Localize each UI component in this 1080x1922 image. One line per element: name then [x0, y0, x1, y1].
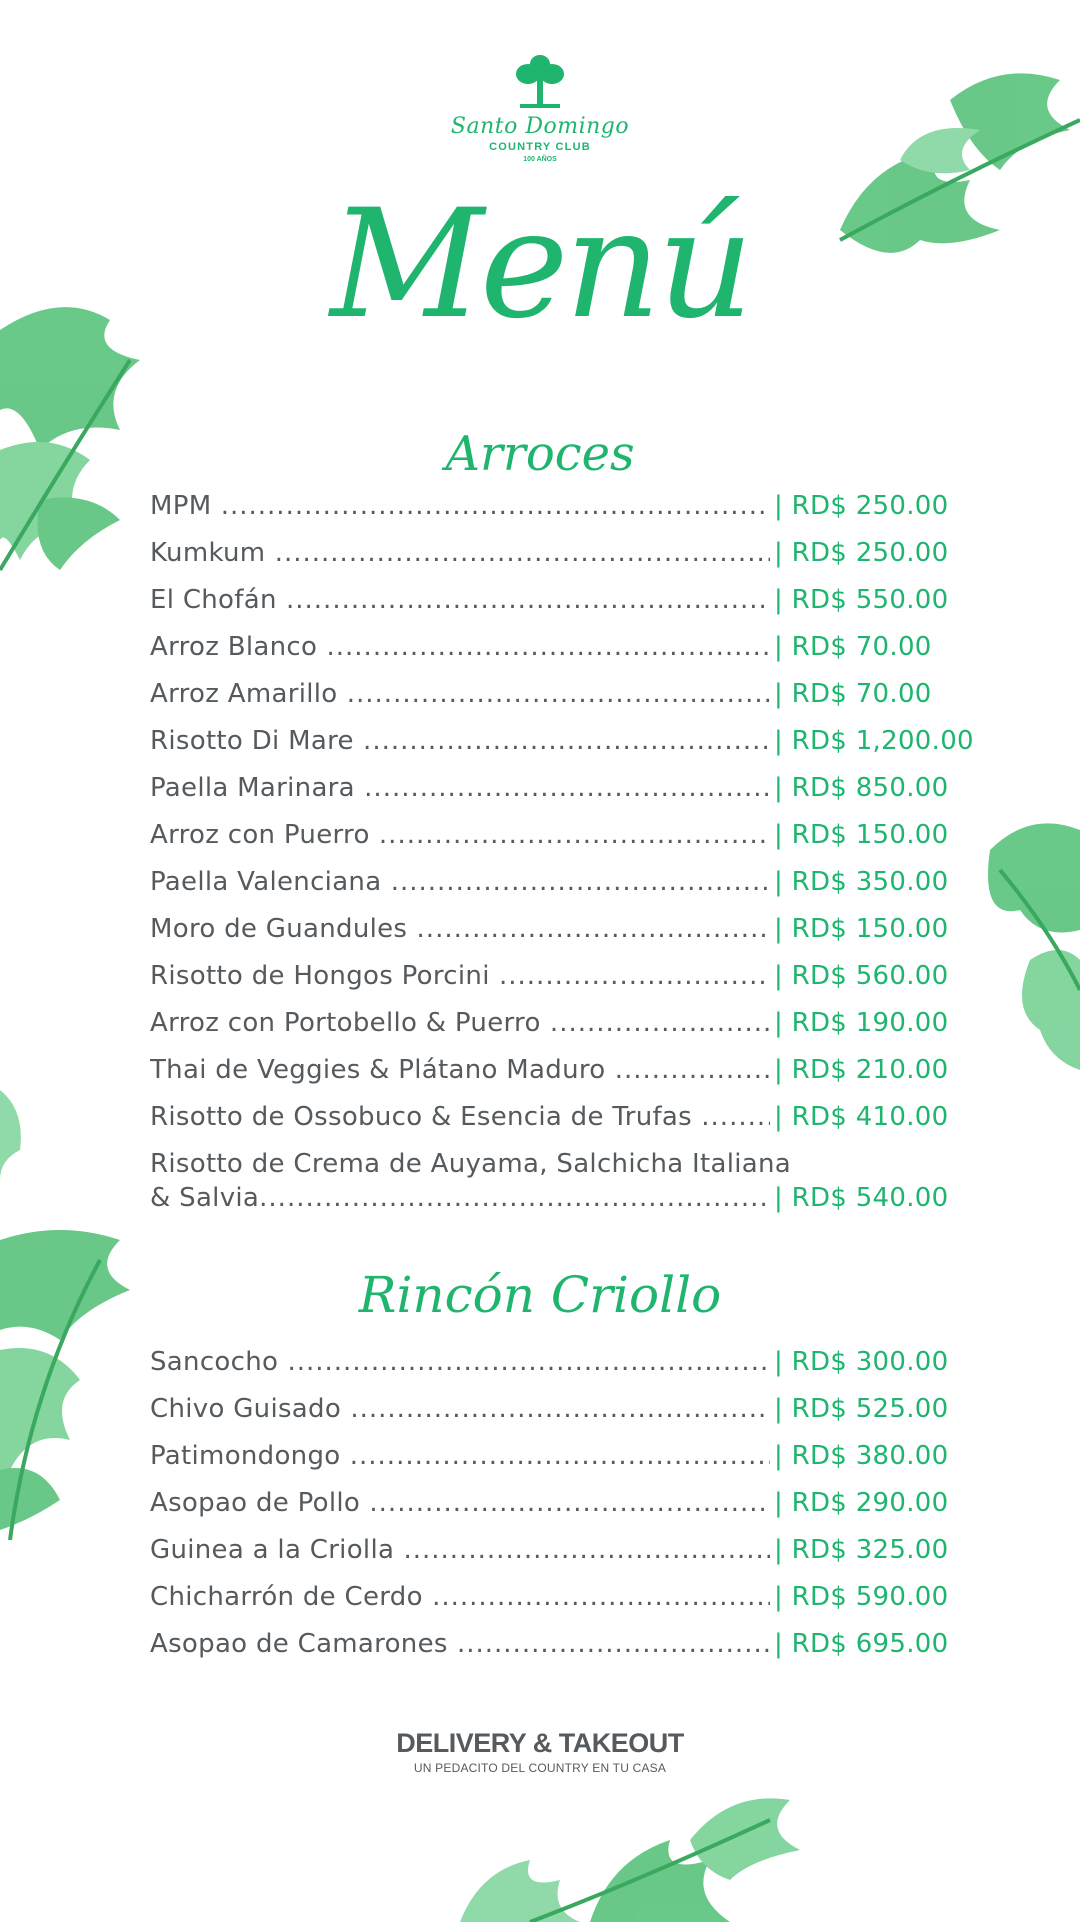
menu-item	[150, 867, 950, 914]
item-name: Arroz con Puerro .....	[150, 820, 770, 856]
item-price: | RD$ 250.00	[774, 538, 949, 568]
menu-item	[150, 961, 950, 1008]
item-name: MPM .....	[150, 491, 770, 527]
logo-club-label: COUNTRY CLUB	[489, 141, 591, 153]
item-price: | RD$ 300.00	[774, 1347, 949, 1377]
item-price: | RD$ 550.00	[774, 585, 949, 615]
item-price: | RD$ 190.00	[774, 1008, 949, 1038]
club-logo	[0, 52, 1080, 163]
menu-item	[150, 1582, 950, 1629]
item-price: | RD$ 850.00	[774, 773, 949, 803]
item-name: Paella Valenciana .....	[150, 867, 770, 903]
menu-item	[150, 1488, 950, 1535]
item-name: Thai de Veggies & Plátano Maduro .....	[150, 1055, 770, 1091]
item-price: | RD$ 525.00	[774, 1394, 949, 1424]
menu-item	[150, 1347, 950, 1394]
footer-subtitle: UN PEDACITO DEL COUNTRY EN TU CASA	[413, 1761, 667, 1775]
item-price: | RD$ 410.00	[774, 1102, 949, 1132]
menu-item	[150, 491, 950, 538]
menu-list-arroces	[150, 491, 974, 1233]
item-name: Moro de Guandules .....	[150, 914, 770, 950]
item-price: | RD$ 560.00	[774, 961, 949, 991]
item-price: | RD$ 70.00	[774, 632, 932, 662]
item-name: El Chofán .....	[150, 585, 770, 621]
leaf-bottom-decoration	[440, 1780, 820, 1922]
item-name: Risotto Di Mare .....	[150, 726, 770, 762]
item-name: Arroz Amarillo .....	[150, 679, 770, 715]
footer-title: DELIVERY & TAKEOUT	[396, 1728, 684, 1758]
item-price: | RD$ 380.00	[774, 1441, 949, 1471]
menu-item	[150, 1629, 950, 1676]
item-name-line1: Risotto de Crema de Auyama, Salchicha Italiana	[150, 1149, 792, 1179]
menu-item	[150, 1535, 950, 1582]
page-title: Menú	[330, 178, 750, 352]
menu-item	[150, 726, 974, 773]
item-name: Asopao de Camarones .....	[150, 1629, 770, 1665]
item-price: | RD$ 290.00	[774, 1488, 949, 1518]
menu-item	[150, 1102, 950, 1149]
item-price: | RD$ 210.00	[774, 1055, 949, 1085]
item-price: | RD$ 590.00	[774, 1582, 949, 1612]
leaf-right-middle-decoration	[960, 810, 1080, 1090]
menu-item	[150, 820, 950, 867]
item-price: | RD$ 695.00	[774, 1629, 949, 1659]
menu-item	[150, 679, 950, 726]
item-price: | RD$ 325.00	[774, 1535, 949, 1565]
logo-years-label: 100 AÑOS	[523, 156, 557, 163]
menu-item	[150, 1441, 950, 1488]
menu-item	[150, 538, 950, 585]
item-price: | RD$ 150.00	[774, 914, 949, 944]
item-name: Risotto de Ossobuco & Esencia de Trufas .....	[150, 1102, 770, 1138]
item-price: | RD$ 70.00	[774, 679, 932, 709]
section-title-arroces: Arroces	[445, 426, 635, 482]
menu-item	[150, 773, 950, 820]
item-name: Chivo Guisado .....	[150, 1394, 770, 1430]
item-name: Paella Marinara .....	[150, 773, 770, 809]
item-name: Risotto de Hongos Porcini .....	[150, 961, 770, 997]
menu-item	[150, 1394, 950, 1441]
section-title-rincon-criollo: Rincón Criollo	[358, 1266, 722, 1324]
item-price: | RD$ 1,200.00	[774, 726, 974, 756]
menu-item	[150, 914, 950, 961]
logo-script-name: Santo Domingo	[450, 114, 630, 139]
item-price: | RD$ 540.00	[774, 1183, 949, 1213]
tree-logo-icon	[510, 52, 570, 112]
item-price: | RD$ 250.00	[774, 491, 949, 521]
item-name: Chicharrón de Cerdo .....	[150, 1582, 770, 1618]
menu-list-rincon-criollo	[150, 1347, 950, 1676]
menu-item	[150, 632, 950, 679]
item-name: Kumkum .....	[150, 538, 770, 574]
item-name-line2: & Salvia .....	[150, 1183, 770, 1213]
menu-item	[150, 585, 950, 632]
item-price: | RD$ 350.00	[774, 867, 949, 897]
item-price: | RD$ 150.00	[774, 820, 949, 850]
menu-item	[150, 1055, 950, 1102]
item-name: Arroz Blanco .....	[150, 632, 770, 668]
item-name: Asopao de Pollo .....	[150, 1488, 770, 1524]
menu-item	[150, 1008, 950, 1055]
menu-item	[150, 1149, 950, 1233]
item-name: Guinea a la Criolla .....	[150, 1535, 770, 1571]
item-name: Arroz con Portobello & Puerro .....	[150, 1008, 770, 1044]
item-name: Sancocho .....	[150, 1347, 770, 1383]
item-name: Patimondongo .....	[150, 1441, 770, 1477]
delivery-footer	[0, 1728, 1080, 1775]
